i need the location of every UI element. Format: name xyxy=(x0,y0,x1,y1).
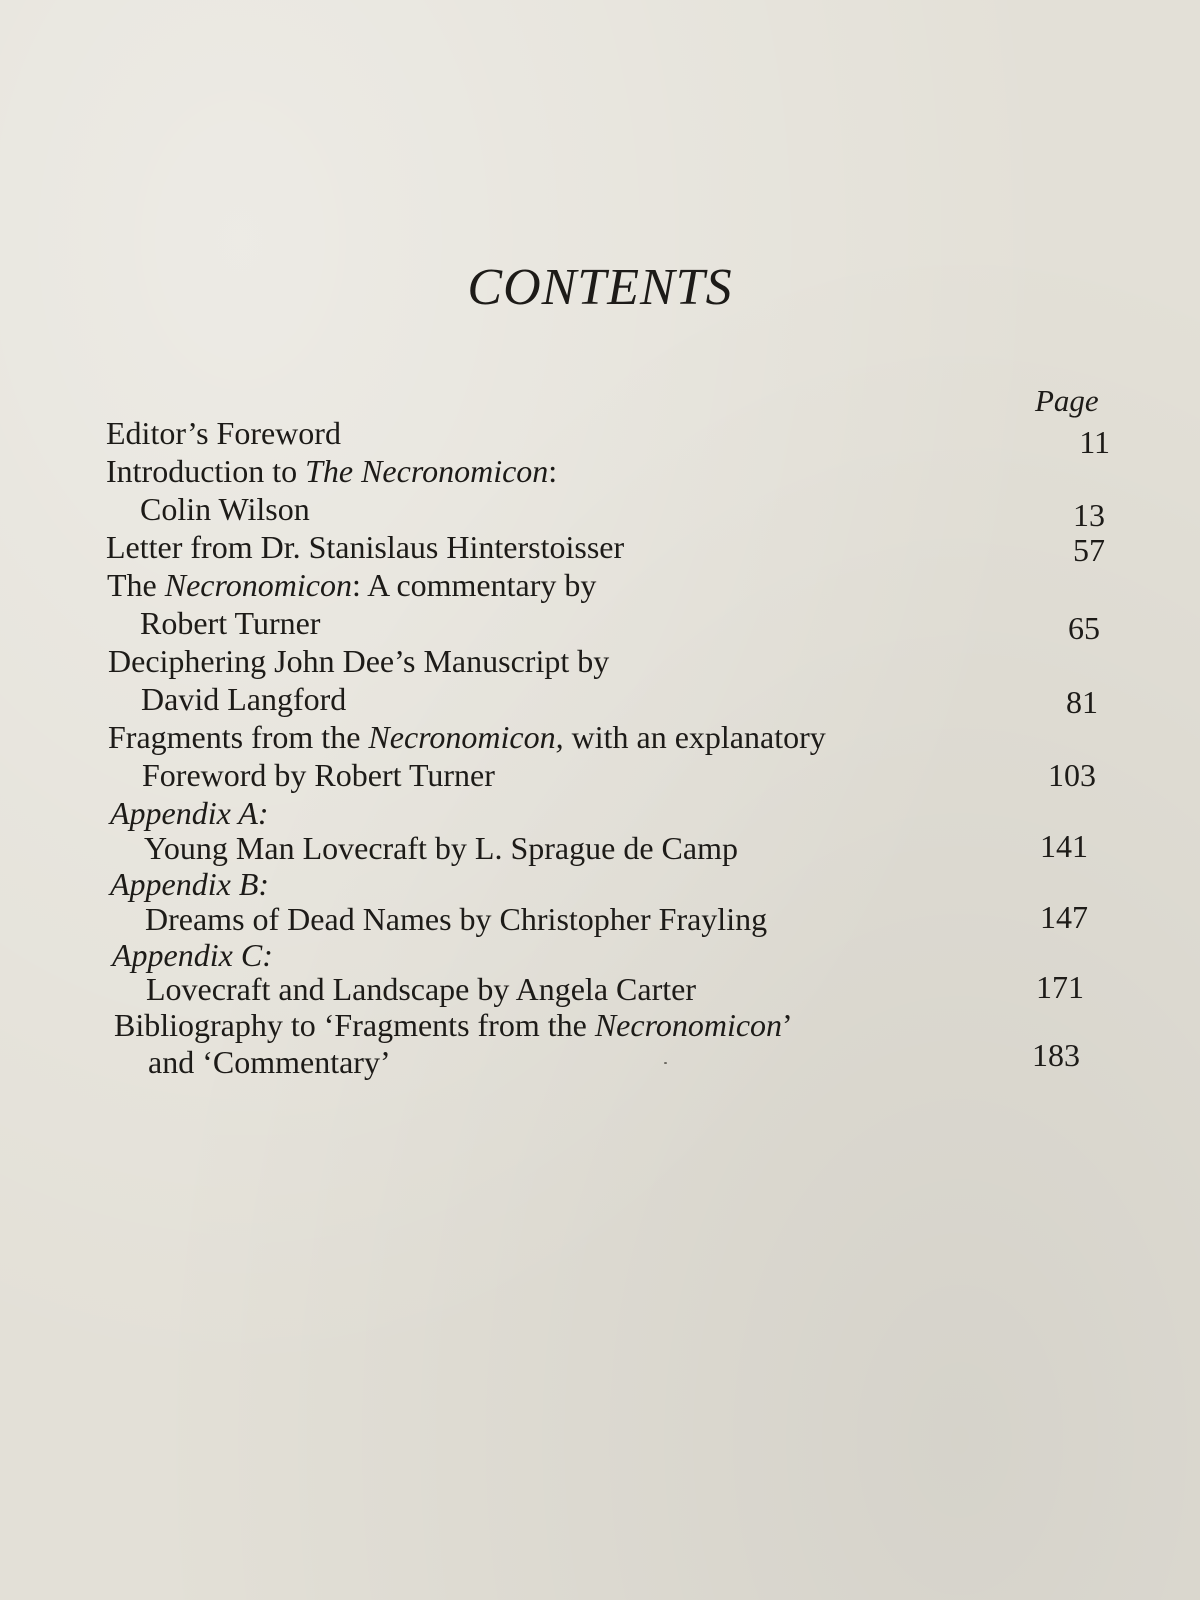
toc-page-number: 147 xyxy=(1040,899,1088,935)
toc-text: Fragments from the xyxy=(108,719,369,755)
toc-page-number: 11 xyxy=(1079,424,1110,460)
toc-entry-appendix-b: Appendix B: xyxy=(110,866,270,902)
toc-subentry-robert-turner: Robert Turner xyxy=(140,605,321,641)
toc-text: with an explanatory xyxy=(563,719,826,755)
toc-entry-deciphering: Deciphering John Dee’s Manuscript by xyxy=(108,643,610,679)
toc-subentry-dreams-of-dead-names: Dreams of Dead Names by Christopher Frayling xyxy=(145,901,768,937)
page-title: CONTENTS xyxy=(467,259,733,316)
toc-page-number: 171 xyxy=(1036,969,1084,1005)
toc-text: ’ xyxy=(782,1007,793,1043)
toc-entry-commentary xyxy=(107,566,596,604)
toc-entry-appendix-a: Appendix A: xyxy=(110,795,269,831)
toc-subentry-and-commentary: and ‘Commentary’ xyxy=(148,1044,391,1080)
toc-entry-letter: Letter from Dr. Stanislaus Hinterstoisser xyxy=(106,529,625,565)
paper-speck xyxy=(664,1062,667,1064)
toc-subentry-david-langford: David Langford xyxy=(141,681,347,717)
toc-italic-text: Necronomicon xyxy=(594,1007,783,1043)
toc-page-number: 81 xyxy=(1066,684,1098,720)
toc-entry-fragments xyxy=(108,718,826,756)
toc-subentry-foreword: Foreword by Robert Turner xyxy=(142,757,495,793)
page-column-header: Page xyxy=(1035,383,1099,418)
toc-entry-appendix-c: Appendix C: xyxy=(112,937,273,973)
toc-page-number: 57 xyxy=(1073,532,1105,568)
toc-text: : A commentary by xyxy=(351,567,597,603)
toc-subentry-colin-wilson: Colin Wilson xyxy=(140,491,310,527)
toc-page-number: 141 xyxy=(1040,828,1088,864)
toc-entry-editors-foreword: Editor’s Foreword xyxy=(106,415,341,451)
toc-italic-text: Necronomicon, xyxy=(368,719,564,755)
toc-subentry-young-man-lovecraft: Young Man Lovecraft by L. Sprague de Camp xyxy=(144,830,738,866)
toc-page-number: 13 xyxy=(1073,497,1105,533)
toc-page-number: 103 xyxy=(1048,757,1096,793)
toc-text: Bibliography to ‘Fragments from the xyxy=(114,1007,595,1043)
toc-page-number: 183 xyxy=(1032,1037,1080,1073)
toc-text: : xyxy=(548,453,558,489)
toc-italic-text: The Necronomicon xyxy=(305,453,549,489)
toc-text: Introduction to xyxy=(106,453,306,489)
toc-italic-text: Necronomicon xyxy=(164,567,352,603)
toc-subentry-lovecraft-and-landscape: Lovecraft and Landscape by Angela Carter xyxy=(146,971,696,1007)
toc-entry-bibliography xyxy=(114,1006,793,1044)
toc-text: The xyxy=(107,567,165,603)
toc-page-number: 65 xyxy=(1068,610,1100,646)
toc-entry-introduction xyxy=(106,452,557,490)
